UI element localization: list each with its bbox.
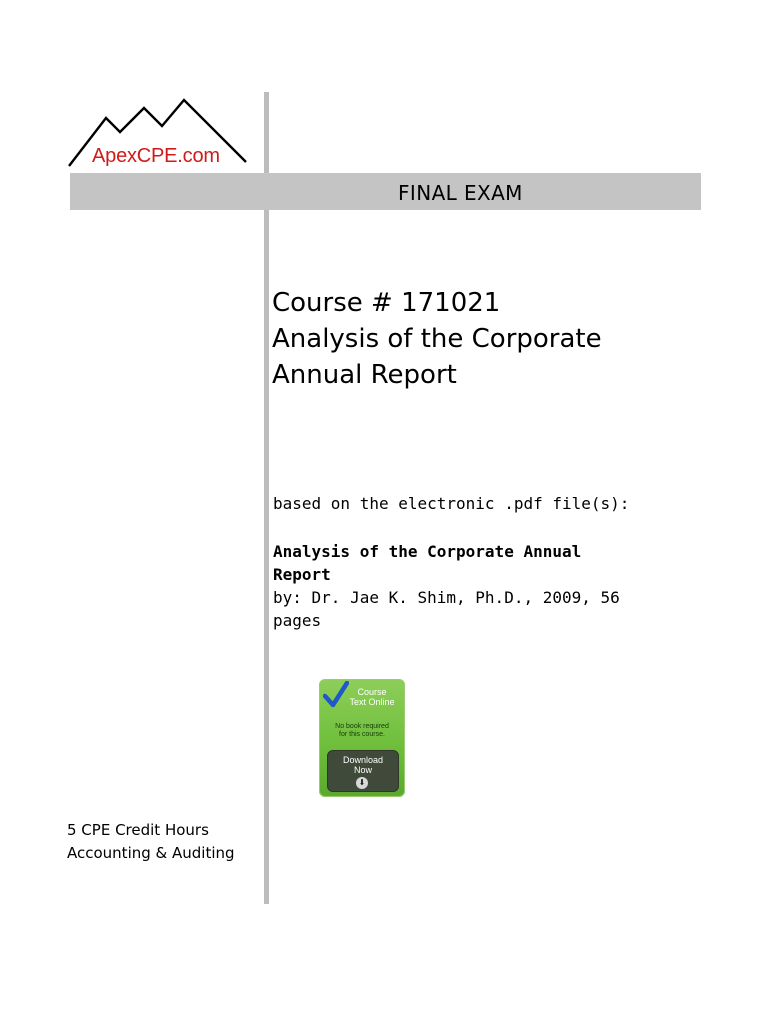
logo-text[interactable]: ApexCPE.com bbox=[92, 145, 220, 167]
badge-note-line1: No book required bbox=[335, 723, 389, 730]
banner-title: FINAL EXAM bbox=[398, 181, 523, 205]
vertical-divider bbox=[264, 92, 269, 904]
badge-note-line2: for this course. bbox=[339, 731, 385, 738]
download-now-button[interactable] bbox=[327, 750, 399, 792]
badge-title-line2: Text Online bbox=[349, 697, 395, 707]
credit-field: Accounting & Auditing bbox=[67, 844, 235, 862]
download-label-line2: Now bbox=[353, 765, 372, 775]
badge-note bbox=[323, 723, 401, 739]
credit-hours: 5 CPE Credit Hours bbox=[67, 821, 209, 839]
book-reference bbox=[273, 540, 653, 632]
cpe-credits bbox=[67, 819, 235, 865]
course-name-line2: Annual Report bbox=[272, 360, 457, 390]
badge-title-line1: Course bbox=[357, 687, 387, 697]
download-label-line1: Download bbox=[342, 755, 384, 765]
final-exam-banner bbox=[70, 173, 701, 210]
book-author-line2: pages bbox=[273, 611, 322, 630]
book-title-line1: Analysis of the Corporate Annual bbox=[273, 542, 582, 561]
course-title bbox=[272, 285, 712, 393]
download-arrow-icon: ⬇ bbox=[356, 777, 368, 789]
source-intro: based on the electronic .pdf file(s): bbox=[273, 494, 630, 513]
course-name-line1: Analysis of the Corporate bbox=[272, 324, 602, 354]
book-title-line2: Report bbox=[273, 565, 331, 584]
course-text-online-badge[interactable] bbox=[319, 679, 405, 797]
book-author-line1: by: Dr. Jae K. Shim, Ph.D., 2009, 56 bbox=[273, 588, 620, 607]
download-button-label bbox=[328, 755, 398, 775]
course-number: Course # 171021 bbox=[272, 288, 501, 318]
badge-title bbox=[343, 687, 401, 707]
